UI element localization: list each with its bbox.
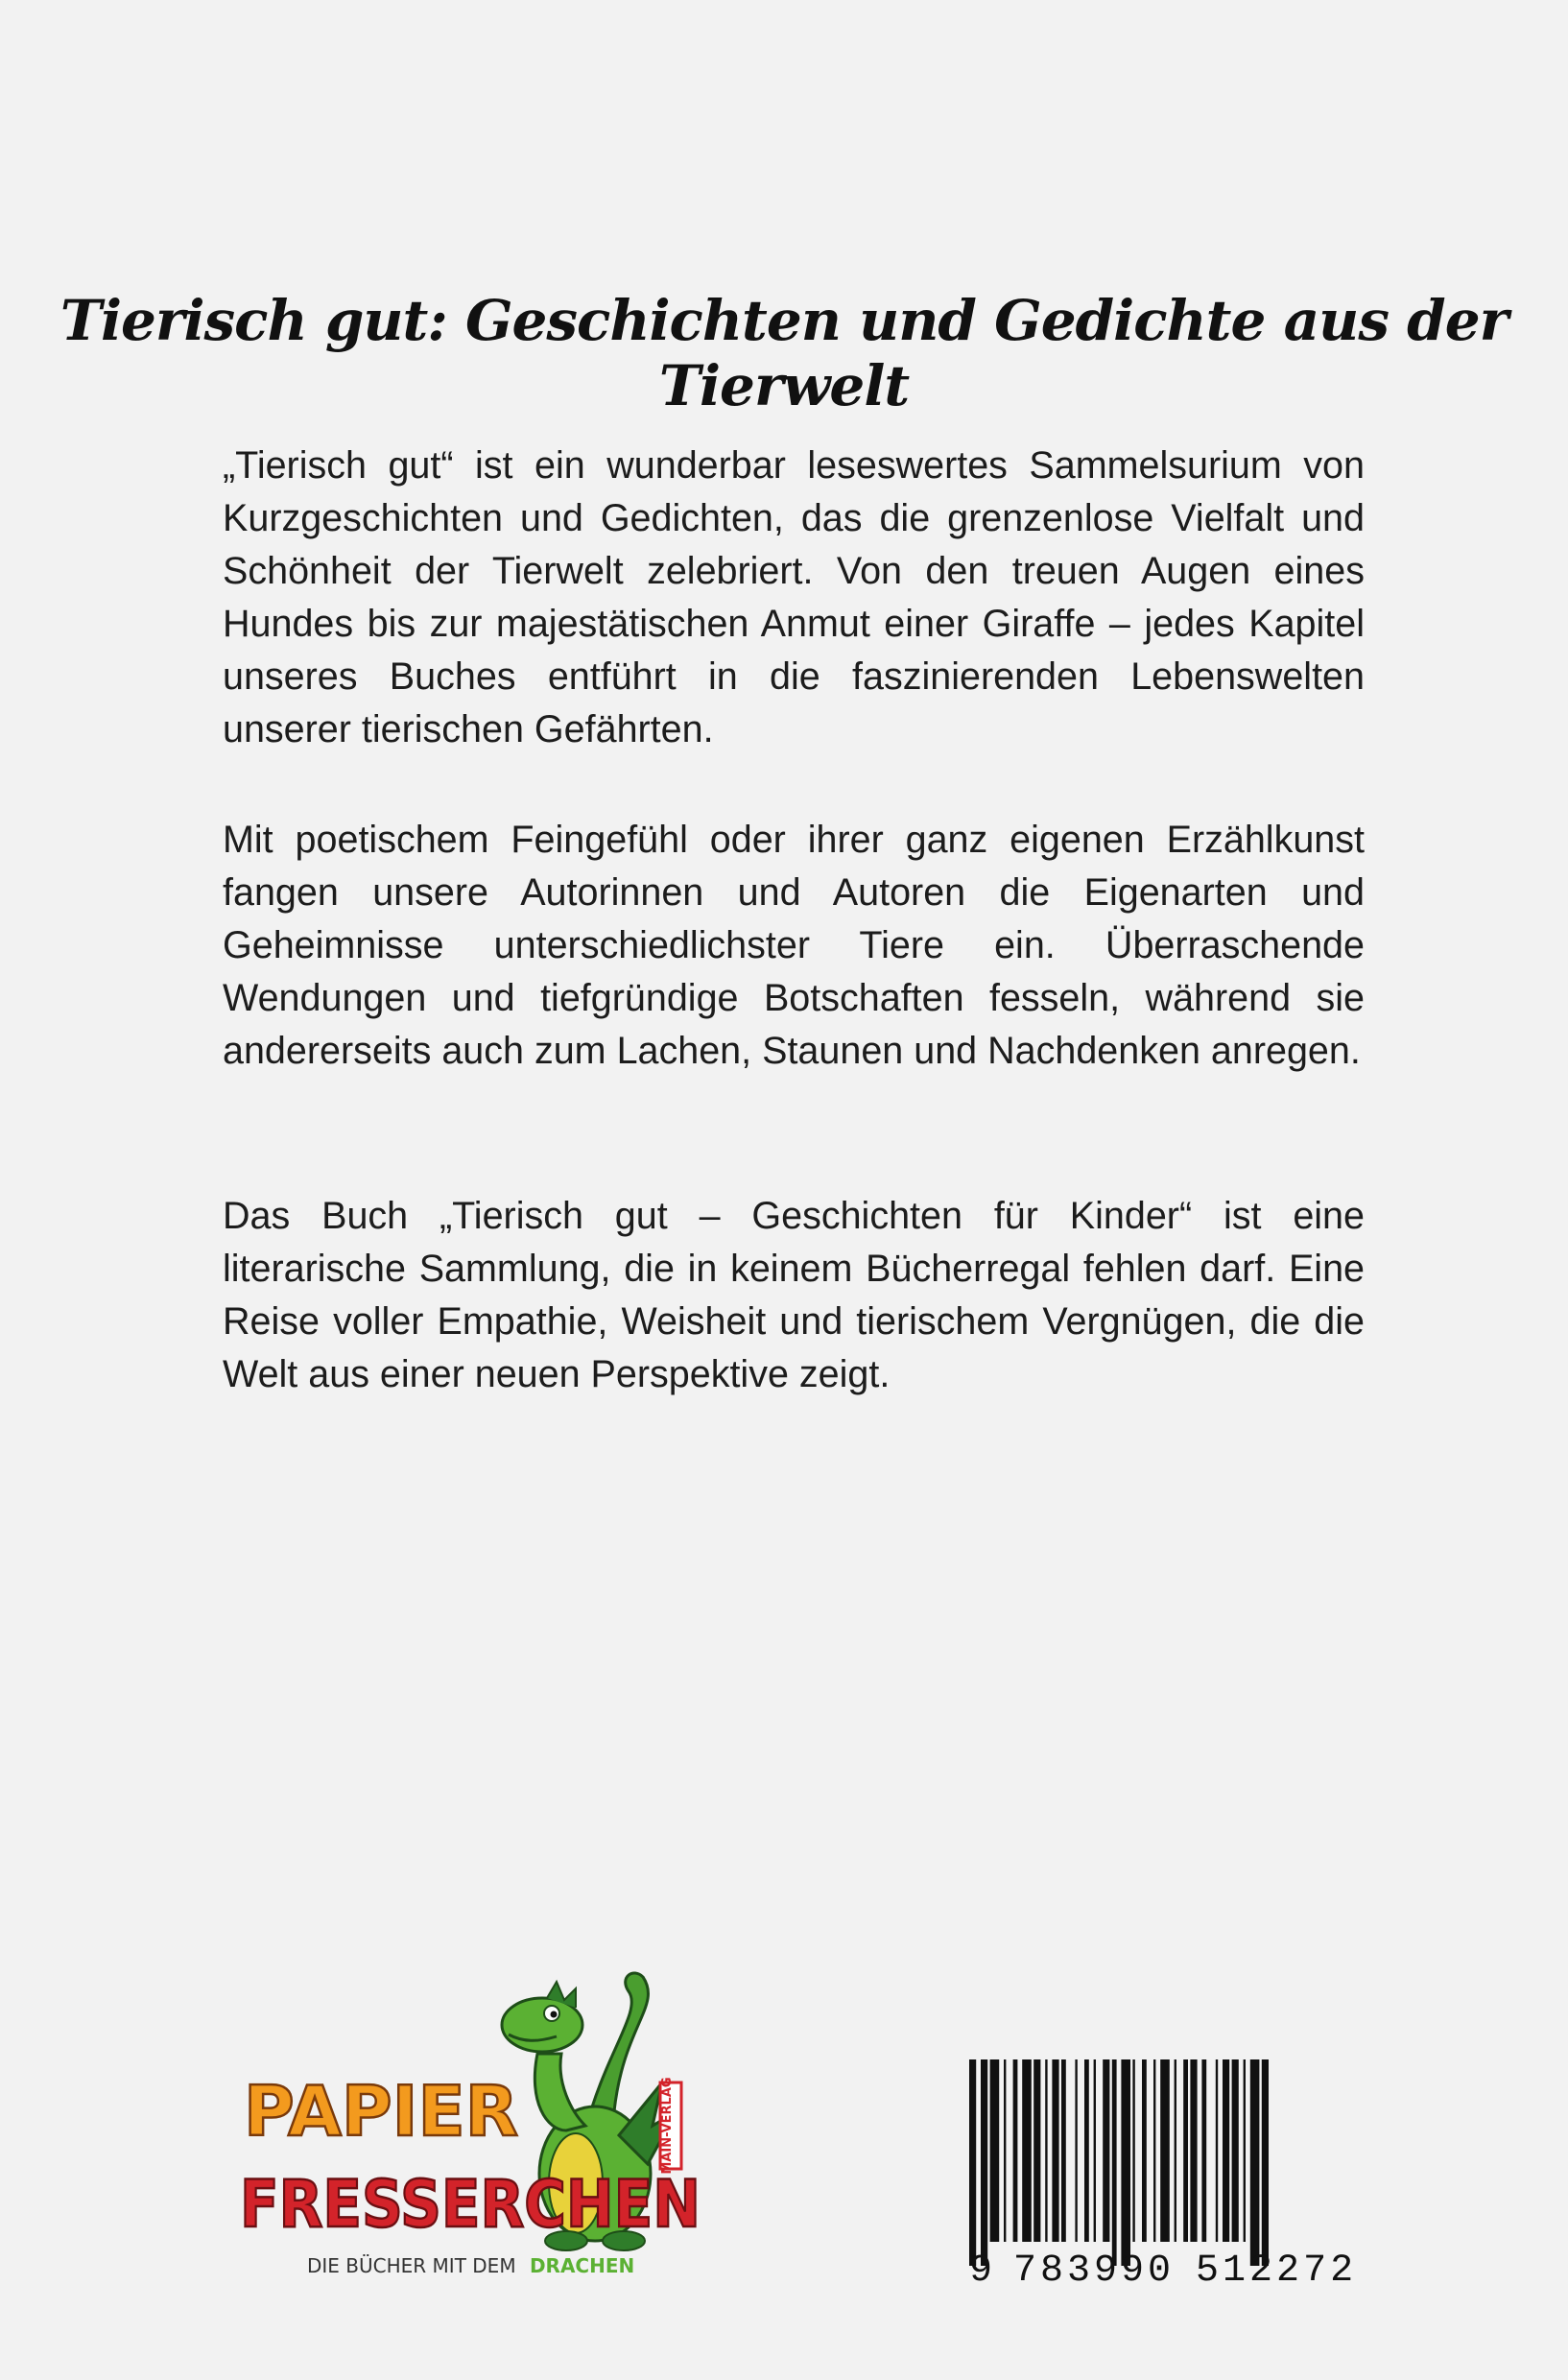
barcode-bar: [1153, 2059, 1155, 2242]
main-verlag-badge: [660, 2077, 681, 2174]
barcode-bar: [1262, 2059, 1269, 2266]
barcode-bar: [1216, 2059, 1218, 2242]
book-title: Tierisch gut: Geschichten und Gedichte aus der Tierwelt: [59, 288, 1509, 418]
isbn-first-digit: 9: [969, 2249, 997, 2293]
barcode-bar: [1022, 2059, 1032, 2242]
barcode-bar: [1013, 2059, 1018, 2242]
barcode-bar: [1142, 2059, 1147, 2242]
barcode-bar: [1033, 2059, 1040, 2242]
barcode-bar: [969, 2059, 976, 2266]
logo-tagline-prefix: DIE BÜCHER MIT DEM: [307, 2254, 516, 2277]
logo-tagline: [307, 2254, 634, 2277]
barcode-bar: [1250, 2059, 1260, 2266]
barcode-bar: [1045, 2059, 1047, 2242]
barcode-bar: [1094, 2059, 1096, 2242]
isbn-digits: [969, 2249, 1363, 2293]
barcode-bar: [1075, 2059, 1077, 2242]
barcode-bar: [1052, 2059, 1058, 2242]
publisher-side-label: MAIN-VERLAG: [660, 2077, 675, 2175]
barcode-bar: [1132, 2059, 1134, 2242]
barcode-bar: [981, 2059, 987, 2266]
barcode-bar: [990, 2059, 1000, 2242]
barcode-bar: [1190, 2059, 1197, 2242]
logo-word-papier: PAPIER: [244, 2071, 519, 2152]
blurb-paragraph-1: „Tierisch gut“ ist ein wunderbar leseswertes Sammelsurium von Kurzgeschichten und Gedichten, das die grenzenlose Vielfalt und Schönheit der Tierwelt zelebriert. Von den treuen Augen eines Hundes bis zur majestätischen Anmut einer Giraffe – jedes Kapitel unseres Buches entführt in die faszinierenden Lebenswelten unserer tierischen Gefährten.: [223, 444, 1365, 750]
barcode-bar: [1175, 2059, 1176, 2242]
logo-tagline-highlight: DRACHEN: [529, 2254, 635, 2277]
barcode-bar: [1004, 2059, 1006, 2242]
barcode-bar: [1084, 2059, 1089, 2242]
barcode-bar: [1121, 2059, 1130, 2266]
barcode-bar: [1183, 2059, 1188, 2242]
barcode-bar: [1112, 2059, 1117, 2266]
barcode-bar: [1244, 2059, 1246, 2242]
barcode-bar: [1160, 2059, 1170, 2242]
isbn-left-group: 783990: [1013, 2249, 1176, 2293]
barcode-bar: [1223, 2059, 1229, 2242]
blurb-paragraph-3: Das Buch „Tierisch gut – Geschichten für Kinder“ ist eine literarische Sammlung, die in keinem Bücherregal fehlen darf. Eine Reise voller Empathie, Weisheit und tierischem Vergnügen, die die Welt aus einer neuen Perspektive zeigt.: [223, 1195, 1365, 1395]
blurb-paragraph-2: Mit poetischem Feingefühl oder ihrer ganz eigenen Erzählkunst fangen unsere Autorinnen und Autoren die Eigenarten und Geheimnisse unterschiedlichster Tiere ein. Überraschende Wendungen und tiefgründige Botschaften fesseln, während sie andererseits auch zum Lachen, Staunen und Nachdenken anregen.: [223, 819, 1365, 1072]
barcode-bar: [1103, 2059, 1109, 2242]
publisher-logo: [240, 1967, 720, 2294]
barcode-bar: [1232, 2059, 1239, 2242]
isbn-right-group: 512272: [1196, 2249, 1358, 2293]
barcode-bar: [1061, 2059, 1066, 2242]
logo-word-fresserchen: FRESSERCHEN: [240, 2167, 701, 2243]
barcode-bar: [1201, 2059, 1206, 2242]
